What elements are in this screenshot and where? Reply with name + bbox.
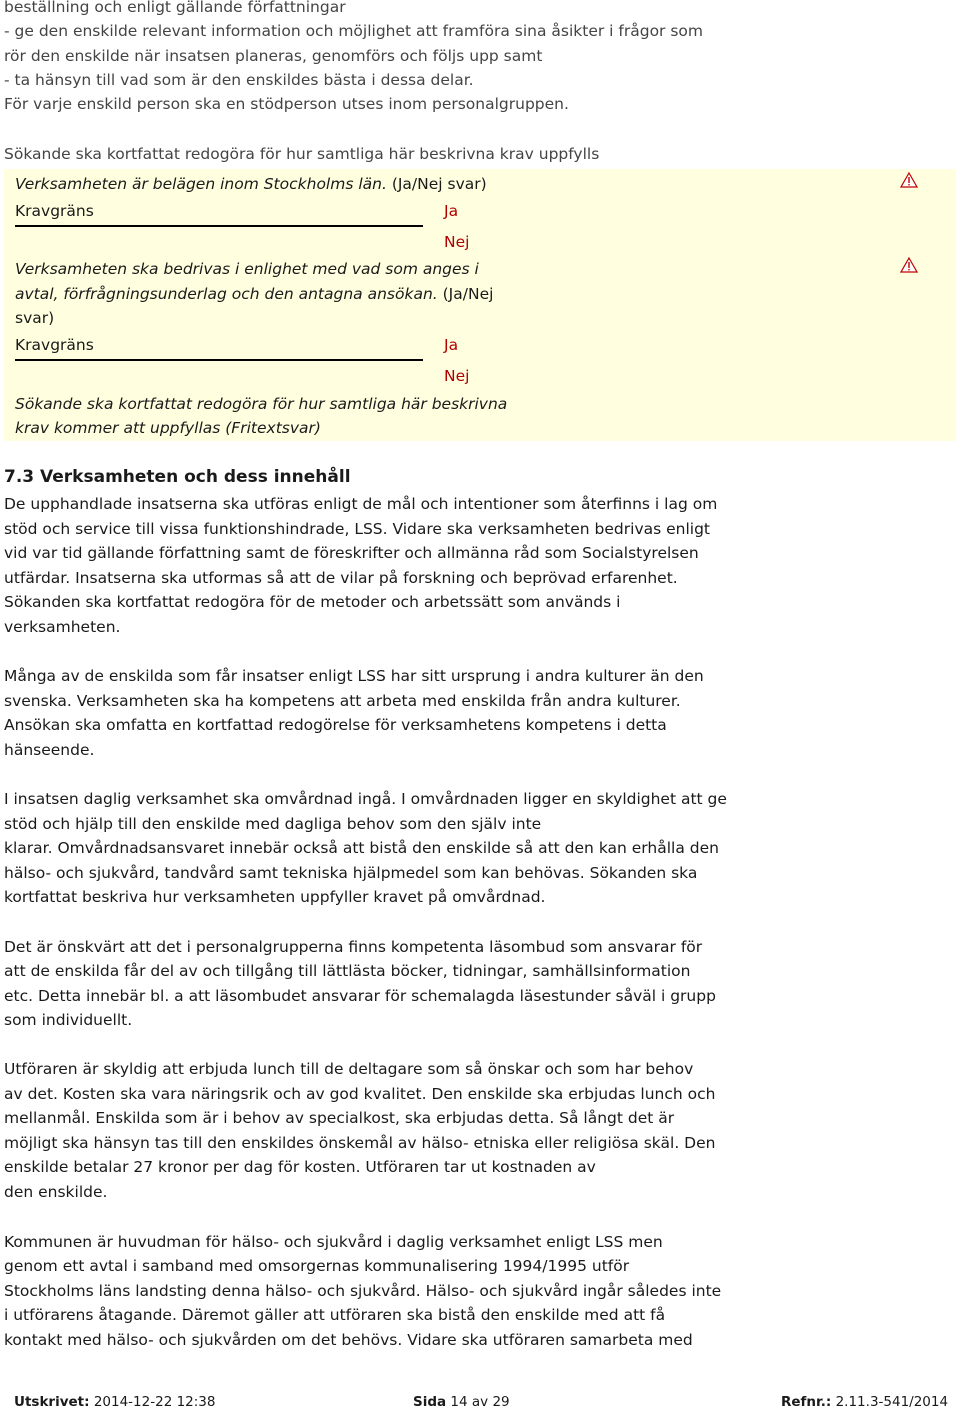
footer-page-value: 14 av 29 xyxy=(446,1394,510,1410)
requirement-label: Kravgräns xyxy=(15,336,94,354)
option-yes[interactable]: Ja xyxy=(444,202,459,220)
question-1-suffix: (Ja/Nej svar) xyxy=(386,175,487,193)
footer-printed-value: 2014-12-22 12:38 xyxy=(89,1394,216,1410)
text-line: För varje enskild person ska en stödperson utses inom personalgruppen. xyxy=(4,95,569,113)
paragraph-line: i utförarens åtagande. Däremot gäller att utföraren ska bistå den enskilde med att få xyxy=(4,1306,666,1324)
question-3-line: Sökande ska kortfattat redogöra för hur samtliga här beskrivna xyxy=(15,395,508,413)
text-line: rör den enskilde när insatsen planeras, genomförs och följs upp samt xyxy=(4,47,543,65)
question-2-suffix: (Ja/Nej xyxy=(437,285,494,303)
question-1-text: Verksamheten är belägen inom Stockholms län. xyxy=(15,175,387,193)
requirement-label: Kravgräns xyxy=(15,202,94,220)
text-line: - ta hänsyn till vad som är den enskildes bästa i dessa delar. xyxy=(4,71,474,89)
footer-ref-label: Refnr.: xyxy=(781,1394,832,1410)
section-heading: 7.3 Verksamheten och dess innehåll xyxy=(4,467,351,487)
question-2-text: avtal, förfrågningsunderlag och den antagna ansökan. xyxy=(15,285,438,303)
text-line: - ge den enskilde relevant information och möjlighet att framföra sina åsikter i frågor som xyxy=(4,22,704,40)
paragraph-line: av det. Kosten ska vara näringsrik och av god kvalitet. Den enskilde ska erbjudas lunch och xyxy=(4,1085,716,1103)
paragraph-line: klarar. Omvårdnadsansvaret innebär också att bistå den enskilde så att den kan erhålla den xyxy=(4,839,719,857)
paragraph-line: den enskilde. xyxy=(4,1183,108,1201)
paragraph-line: stöd och hjälp till den enskilde med dagliga behov som den själv inte xyxy=(4,815,542,833)
paragraph-line: I insatsen daglig verksamhet ska omvårdnad ingå. I omvårdnaden ligger en skyldighet att ge xyxy=(4,790,727,808)
paragraph-line: vid var tid gällande författning samt de föreskrifter och allmänna råd som Socialstyrelsen xyxy=(4,544,699,562)
question-2-suffix-end: svar) xyxy=(15,309,55,327)
footer-printed-label: Utskrivet: xyxy=(14,1394,90,1410)
text-line: beställning och enligt gällande författningar xyxy=(4,0,346,16)
paragraph-line: Kommunen är huvudman för hälso- och sjukvård i daglig verksamhet enligt LSS men xyxy=(4,1233,663,1251)
paragraph-line: hänseende. xyxy=(4,741,95,759)
footer-ref-value: 2.11.3-541/2014 xyxy=(831,1394,949,1410)
paragraph-line: Utföraren är skyldig att erbjuda lunch till de deltagare som så önskar och som har behov xyxy=(4,1060,694,1078)
intro-text: Sökande ska kortfattat redogöra för hur samtliga här beskrivna krav uppfylls xyxy=(4,145,600,163)
paragraph-line: De upphandlade insatserna ska utföras enligt de mål och intentioner som återfinns i lag om xyxy=(4,495,718,513)
paragraph-line: mellanmål. Enskilda som är i behov av specialkost, ska erbjudas detta. Så långt det är xyxy=(4,1109,675,1127)
question-1 xyxy=(15,174,487,194)
warning-icon[interactable] xyxy=(900,172,918,188)
footer-printed xyxy=(14,1393,215,1411)
paragraph-line: kontakt med hälso- och sjukvården om det behövs. Vidare ska utföraren samarbeta med xyxy=(4,1331,693,1349)
question-3-line: krav kommer att uppfyllas (Fritextsvar) xyxy=(15,419,321,437)
paragraph-line: genom ett avtal i samband med omsorgernas kommunalisering 1994/1995 utför xyxy=(4,1257,630,1275)
requirement-underline xyxy=(15,359,423,361)
paragraph-line: utfärdar. Insatserna ska utformas så att de vilar på forskning och beprövad erfarenhet. xyxy=(4,569,678,587)
paragraph-line: kortfattat beskriva hur verksamheten uppfyller kravet på omvårdnad. xyxy=(4,888,546,906)
requirement-underline xyxy=(15,225,423,227)
footer-page xyxy=(413,1393,510,1411)
paragraph-line: etc. Detta innebär bl. a att läsombudet ansvarar för schemalagda läsestunder såväl i grupp xyxy=(4,987,716,1005)
option-no[interactable]: Nej xyxy=(444,367,470,385)
paragraph-line: Ansökan ska omfatta en kortfattad redogörelse för verksamhetens kompetens i detta xyxy=(4,716,667,734)
question-2-line xyxy=(15,284,493,304)
footer-page-label: Sida xyxy=(413,1394,447,1410)
paragraph-line: Många av de enskilda som får insatser enligt LSS har sitt ursprung i andra kulturer än den xyxy=(4,667,704,685)
paragraph-line: som individuellt. xyxy=(4,1011,133,1029)
option-yes[interactable]: Ja xyxy=(444,336,459,354)
paragraph-line: verksamheten. xyxy=(4,618,121,636)
question-2-line: Verksamheten ska bedrivas i enlighet med vad som anges i xyxy=(15,260,479,278)
paragraph-line: enskilde betalar 27 kronor per dag för kosten. Utföraren tar ut kostnaden av xyxy=(4,1158,596,1176)
warning-icon[interactable] xyxy=(900,257,918,273)
paragraph-line: hälso- och sjukvård, tandvård samt tekniska hjälpmedel som kan behövas. Sökanden ska xyxy=(4,864,698,882)
option-no[interactable]: Nej xyxy=(444,233,470,251)
paragraph-line: att de enskilda får del av och tillgång till lättlästa böcker, tidningar, samhällsinformation xyxy=(4,962,691,980)
paragraph-line: Sökanden ska kortfattat redogöra för de metoder och arbetssätt som används i xyxy=(4,593,621,611)
paragraph-line: svenska. Verksamheten ska ha kompetens att arbeta med enskilda från andra kulturer. xyxy=(4,692,681,710)
footer-reference xyxy=(781,1393,948,1411)
paragraph-line: Stockholms läns landsting denna hälso- och sjukvård. Hälso- och sjukvård ingår således inte xyxy=(4,1282,722,1300)
paragraph-line: Det är önskvärt att det i personalgrupperna finns kompetenta läsombud som ansvarar för xyxy=(4,938,703,956)
paragraph-line: möjligt ska hänsyn tas till den enskildes önskemål av hälso- etniska eller religiösa skäl. Den xyxy=(4,1134,716,1152)
paragraph-line: stöd och service till vissa funktionshindrade, LSS. Vidare ska verksamheten bedrivas enligt xyxy=(4,520,711,538)
